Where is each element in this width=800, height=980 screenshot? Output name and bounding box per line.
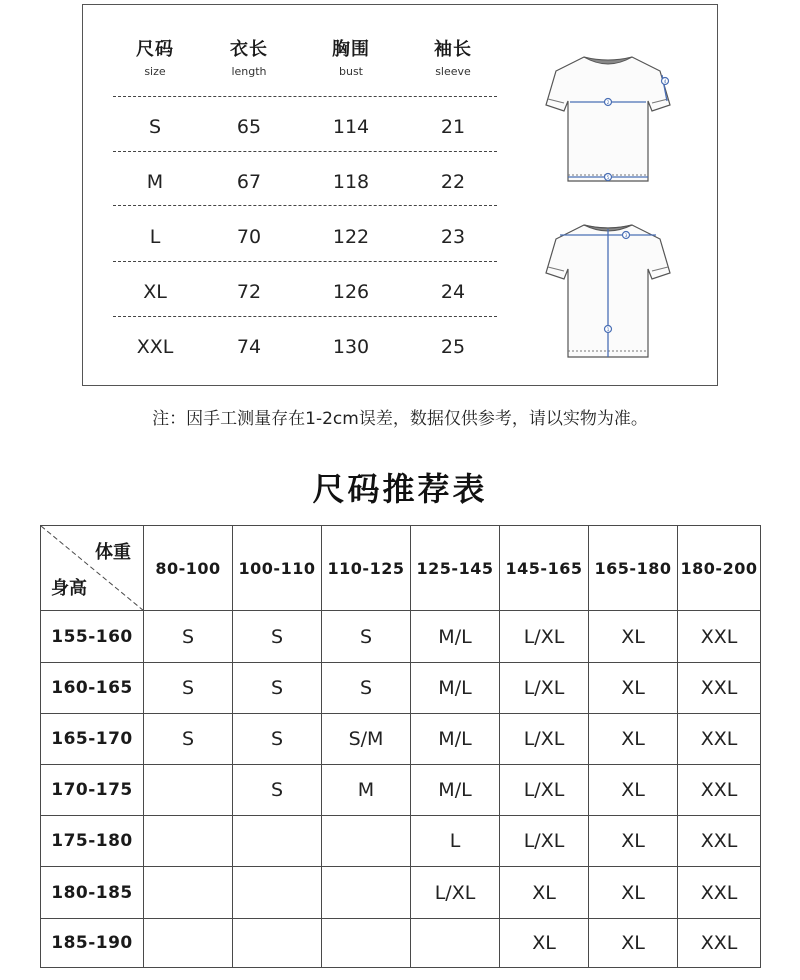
size-value bbox=[233, 867, 322, 919]
table-row bbox=[41, 919, 761, 968]
length-cell: 74 bbox=[236, 336, 262, 358]
size-value: M/L bbox=[411, 714, 500, 765]
size-chart bbox=[82, 4, 718, 386]
size-value bbox=[411, 919, 500, 968]
row-divider bbox=[113, 205, 497, 206]
size-value: XXL bbox=[678, 867, 761, 919]
header-row bbox=[41, 526, 761, 611]
height-cell: 165-170 bbox=[41, 714, 144, 765]
header-bust-en: bust bbox=[339, 65, 363, 78]
bust-cell: 118 bbox=[332, 171, 370, 193]
row-divider bbox=[113, 316, 497, 317]
header-sleeve-cn: 袖长 bbox=[434, 39, 472, 60]
sleeve-cell: 21 bbox=[440, 116, 466, 138]
size-value bbox=[233, 919, 322, 968]
size-value: L/XL bbox=[500, 714, 589, 765]
height-cell: 180-185 bbox=[41, 867, 144, 919]
height-cell: 160-165 bbox=[41, 663, 144, 714]
size-value: S bbox=[144, 714, 233, 765]
size-value: M/L bbox=[411, 765, 500, 816]
marker-label: 3 bbox=[624, 234, 628, 239]
length-cell: 65 bbox=[236, 116, 262, 138]
weight-col-header: 165-180 bbox=[589, 526, 678, 611]
weight-col-header: 145-165 bbox=[500, 526, 589, 611]
bust-cell: 126 bbox=[332, 281, 370, 303]
size-value bbox=[144, 765, 233, 816]
size-value: L/XL bbox=[500, 611, 589, 663]
size-value: L/XL bbox=[411, 867, 500, 919]
header-size-cn: 尺码 bbox=[136, 39, 174, 60]
corner-cell bbox=[41, 526, 144, 611]
table-row bbox=[41, 867, 761, 919]
bust-cell: 130 bbox=[332, 336, 370, 358]
size-value: M bbox=[322, 765, 411, 816]
sleeve-cell: 25 bbox=[440, 336, 466, 358]
header-size-en: size bbox=[144, 65, 166, 78]
size-value: XXL bbox=[678, 663, 761, 714]
table-row bbox=[41, 611, 761, 663]
size-recommendation-table bbox=[40, 525, 761, 968]
size-value: XXL bbox=[678, 714, 761, 765]
size-value: S bbox=[322, 663, 411, 714]
size-value: S bbox=[233, 714, 322, 765]
table-row bbox=[41, 663, 761, 714]
height-cell: 155-160 bbox=[41, 611, 144, 663]
size-value bbox=[322, 816, 411, 867]
size-value: XL bbox=[589, 816, 678, 867]
height-cell: 185-190 bbox=[41, 919, 144, 968]
tshirt-front-icon bbox=[538, 47, 678, 187]
length-cell: 67 bbox=[236, 171, 262, 193]
size-value: L bbox=[411, 816, 500, 867]
size-value: XL bbox=[589, 919, 678, 968]
size-value: XXL bbox=[678, 765, 761, 816]
size-value: S bbox=[233, 611, 322, 663]
tshirt-back-icon bbox=[538, 217, 678, 365]
marker-label: 1 bbox=[606, 328, 610, 333]
weight-label: 体重 bbox=[95, 542, 131, 563]
measurement-note: 注：因手工测量存在1-2cm误差，数据仅供参考，请以实物为准。 bbox=[152, 409, 648, 429]
size-value: XL bbox=[589, 611, 678, 663]
size-value bbox=[322, 919, 411, 968]
size-value: M/L bbox=[411, 663, 500, 714]
size-value bbox=[144, 816, 233, 867]
header-sleeve-en: sleeve bbox=[435, 65, 471, 78]
row-divider bbox=[113, 261, 497, 262]
weight-col-header: 100-110 bbox=[233, 526, 322, 611]
marker-label: 4 bbox=[663, 80, 667, 85]
size-value: L/XL bbox=[500, 663, 589, 714]
length-cell: 72 bbox=[236, 281, 262, 303]
row-divider bbox=[113, 96, 497, 97]
header-length-en: length bbox=[231, 65, 267, 78]
size-value: XL bbox=[500, 867, 589, 919]
size-value: S bbox=[233, 663, 322, 714]
marker-label: 2 bbox=[606, 101, 610, 106]
weight-col-header: 80-100 bbox=[144, 526, 233, 611]
size-value: S bbox=[144, 611, 233, 663]
length-cell: 70 bbox=[236, 226, 262, 248]
sleeve-cell: 24 bbox=[440, 281, 466, 303]
table-row bbox=[41, 765, 761, 816]
size-value: XXL bbox=[678, 816, 761, 867]
size-value: S bbox=[322, 611, 411, 663]
bust-cell: 122 bbox=[332, 226, 370, 248]
size-value bbox=[233, 816, 322, 867]
height-cell: 170-175 bbox=[41, 765, 144, 816]
row-divider bbox=[113, 151, 497, 152]
header-bust-cn: 胸围 bbox=[332, 39, 370, 60]
size-cell: L bbox=[149, 226, 161, 248]
size-value: XL bbox=[589, 765, 678, 816]
weight-col-header: 110-125 bbox=[322, 526, 411, 611]
size-value bbox=[322, 867, 411, 919]
size-value: XL bbox=[500, 919, 589, 968]
size-cell: S bbox=[148, 116, 162, 138]
sleeve-cell: 22 bbox=[440, 171, 466, 193]
header-length-cn: 衣长 bbox=[230, 39, 268, 60]
size-value: XL bbox=[589, 714, 678, 765]
size-value: XXL bbox=[678, 919, 761, 968]
bust-cell: 114 bbox=[332, 116, 370, 138]
height-cell: 175-180 bbox=[41, 816, 144, 867]
size-cell: M bbox=[146, 171, 164, 193]
size-value bbox=[144, 867, 233, 919]
size-value: L/XL bbox=[500, 816, 589, 867]
size-cell: XXL bbox=[136, 336, 174, 358]
size-cell: XL bbox=[143, 281, 167, 303]
size-value: M/L bbox=[411, 611, 500, 663]
size-value: XL bbox=[589, 867, 678, 919]
sleeve-cell: 23 bbox=[440, 226, 466, 248]
size-value: S bbox=[233, 765, 322, 816]
table-row bbox=[41, 816, 761, 867]
size-value: S bbox=[144, 663, 233, 714]
weight-col-header: 125-145 bbox=[411, 526, 500, 611]
size-value: L/XL bbox=[500, 765, 589, 816]
size-value: XL bbox=[589, 663, 678, 714]
size-value: S/M bbox=[322, 714, 411, 765]
recommendation-title: 尺码推荐表 bbox=[312, 470, 488, 508]
height-label: 身高 bbox=[51, 578, 87, 599]
size-value bbox=[144, 919, 233, 968]
weight-col-header: 180-200 bbox=[678, 526, 761, 611]
marker-label: 5 bbox=[606, 176, 610, 181]
table-row bbox=[41, 714, 761, 765]
size-value: XXL bbox=[678, 611, 761, 663]
